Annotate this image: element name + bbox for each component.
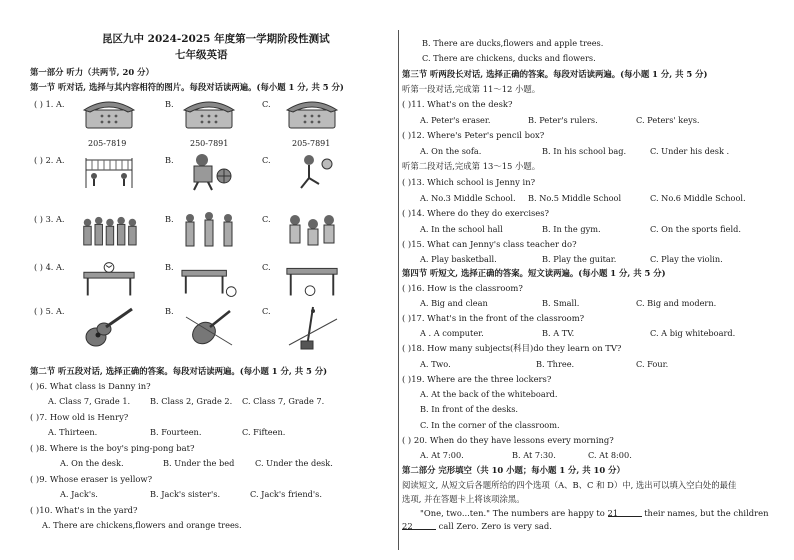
q9-text: ( )9. Whose eraser is yellow?: [30, 474, 153, 484]
telephone-icon: [80, 96, 138, 132]
q18-option-c: C. Four.: [636, 359, 669, 369]
q19-option-c: C. In the corner of the classroom.: [420, 420, 560, 430]
family-photo-icon: [180, 210, 238, 250]
q3-option-c: C.: [262, 214, 271, 224]
telephone-icon: [180, 96, 238, 132]
dialogue1-note: 听第一段对话,完成第 11～12 小题。: [402, 84, 541, 94]
q19-option-a: A. At the back of the whiteboard.: [420, 389, 558, 399]
q9-option-a: A. Jack's.: [60, 489, 98, 499]
q5-option-b: B.: [165, 306, 174, 316]
q7-option-a: A. Thirteen.: [48, 427, 98, 437]
q2-option-b: B.: [165, 155, 174, 165]
q17-option-c: C. A big whiteboard.: [650, 328, 736, 338]
q12-text: ( )12. Where's Peter's pencil box?: [402, 130, 545, 140]
q17-option-b: B. A TV.: [542, 328, 575, 338]
cloze-text-2: call Zero. Zero is very sad.: [438, 521, 552, 531]
volleyball-net-icon: [80, 150, 138, 192]
part1-heading: 第一部分 听力（共两节, 20 分）: [30, 67, 154, 77]
phone-number-c: 205-7891: [292, 139, 331, 148]
basketball-player-icon: [180, 150, 238, 192]
q13-option-a: A. No.3 Middle School.: [420, 193, 516, 203]
q18-option-a: A. Two.: [420, 359, 451, 369]
q14-text: ( )14. Where do they do exercises?: [402, 208, 550, 218]
q12-option-b: B. In his school bag.: [542, 146, 627, 156]
q11-text: ( )11. What's on the desk?: [402, 99, 513, 109]
q12-option-c: C. Under his desk .: [650, 146, 730, 156]
blank-22-number: 22: [402, 521, 413, 531]
children-playing-icon: [283, 210, 341, 250]
q19-option-b: B. In front of the desks.: [420, 404, 518, 414]
cloze-instructions-2: 选项, 并在答题卡上将该项涂黑。: [402, 494, 525, 504]
blank-22[interactable]: [402, 521, 436, 530]
q13-option-c: C. No.6 Middle School.: [650, 193, 746, 203]
q14-option-b: B. In the gym.: [542, 224, 601, 234]
q6-text: ( )6. What class is Danny in?: [30, 381, 151, 391]
desk-ball-beside-icon: [180, 260, 238, 300]
q11-option-b: B. Peter's rulers.: [528, 115, 598, 125]
q20-option-a: A. At 7:00.: [420, 450, 464, 460]
q17-option-a: A . A computer.: [420, 328, 484, 338]
q14-option-c: C. On the sports field.: [650, 224, 741, 234]
soccer-player-icon: [283, 150, 341, 192]
section1-heading: 第一节 听对话, 选择与其内容相符的图片。每段对话读两遍。(每小题 1 分, 共 5 分): [30, 82, 344, 92]
q2-label: ( ) 2. A.: [34, 155, 65, 165]
violin-icon: [180, 305, 238, 349]
q8-option-a: A. On the desk.: [60, 458, 124, 468]
section2-heading: 第二节 听五段对话, 选择正确的答案。每段对话读两遍。(每小题 1 分, 共 5 分): [30, 366, 328, 376]
q7-option-c: C. Fifteen.: [242, 427, 286, 437]
guitar-icon: [80, 305, 138, 349]
q1-option-c: C.: [262, 99, 271, 109]
q2-option-c: C.: [262, 155, 271, 165]
phone-number-b: 250-7891: [190, 139, 229, 148]
section4-heading: 第四节 听短文, 选择正确的答案。短文读两遍。(每小题 1 分, 共 5 分): [402, 268, 666, 278]
q13-option-b: B. No.5 Middle School: [528, 193, 622, 203]
q11-option-a: A. Peter's eraser.: [420, 115, 491, 125]
q6-option-b: B. Class 2, Grade 2.: [150, 396, 233, 406]
desk-ball-on-icon: [80, 260, 138, 300]
q9-option-c: C. Jack's friend's.: [250, 489, 322, 499]
q1-label: ( ) 1. A.: [34, 99, 65, 109]
desk-ball-under-icon: [283, 260, 341, 300]
q18-text: ( )18. How many subjects(科目)do they learn on TV?: [402, 343, 622, 353]
cloze-passage-line2: [402, 521, 552, 532]
q6-option-c: C. Class 7, Grade 7.: [242, 396, 325, 406]
q15-option-c: C. Play the violin.: [650, 254, 723, 264]
q15-option-a: A. Play basketball.: [420, 254, 497, 264]
q8-option-c: C. Under the desk.: [255, 458, 333, 468]
q4-option-c: C.: [262, 262, 271, 272]
telephone-icon: [283, 96, 341, 132]
cloze-text-1b: their names, but the children: [644, 508, 769, 518]
q4-label: ( ) 4. A.: [34, 262, 65, 272]
q16-option-c: C. Big and modern.: [636, 298, 717, 308]
q1-option-b: B.: [165, 99, 174, 109]
q10-text: ( )10. What's in the yard?: [30, 505, 138, 515]
q16-option-b: B. Small.: [542, 298, 580, 308]
column-divider: [398, 30, 399, 550]
q3-label: ( ) 3. A.: [34, 214, 65, 224]
erhu-icon: [283, 305, 341, 353]
cloze-text-1a: "One, two...ten." The numbers are happy to: [420, 508, 605, 518]
cloze-passage-line1: [420, 508, 768, 519]
q20-option-b: B. At 7:30.: [512, 450, 556, 460]
blank-21[interactable]: [608, 508, 642, 517]
exam-subtitle: 七年级英语: [175, 49, 228, 61]
q10-option-c: C. There are chickens, ducks and flowers.: [422, 53, 596, 63]
q13-text: ( )13. Which school is Jenny in?: [402, 177, 536, 187]
q5-option-c: C.: [262, 306, 271, 316]
blank-21-number: 21: [607, 508, 619, 518]
q17-text: ( )17. What's in the front of the classroom?: [402, 313, 585, 323]
q4-option-b: B.: [165, 262, 174, 272]
q10-option-a: A. There are chickens,flowers and orange trees.: [42, 520, 242, 530]
q6-option-a: A. Class 7, Grade 1.: [48, 396, 131, 406]
q7-option-b: B. Fourteen.: [150, 427, 202, 437]
exam-title: 昆区九中 2024-2025 年度第一学期阶段性测试: [102, 33, 330, 45]
q20-text: ( ) 20. When do they have lessons every morning?: [402, 435, 614, 445]
q15-text: ( )15. What can Jenny's class teacher do?: [402, 239, 577, 249]
q10-option-b: B. There are ducks,flowers and apple trees.: [422, 38, 604, 48]
phone-number-a: 205-7819: [88, 139, 127, 148]
q8-option-b: B. Under the bed: [163, 458, 235, 468]
section3-heading: 第三节 听两段长对话, 选择正确的答案。每段对话读两遍。(每小题 1 分, 共 5 分): [402, 69, 708, 79]
q11-option-c: C. Peters' keys.: [636, 115, 700, 125]
q16-option-a: A. Big and clean: [420, 298, 488, 308]
family-photo-icon: [80, 210, 138, 250]
q7-text: ( )7. How old is Henry?: [30, 412, 129, 422]
cloze-instructions-1: 阅读短文, 从短文后各题所给的四个选项（A、B、C 和 D）中, 选出可以填入空白处的最佳: [402, 480, 737, 490]
q16-text: ( )16. How is the classroom?: [402, 283, 523, 293]
q19-text: ( )19. Where are the three lockers?: [402, 374, 552, 384]
q3-option-b: B.: [165, 214, 174, 224]
q14-option-a: A. In the school hall: [420, 224, 503, 234]
q12-option-a: A. On the sofa.: [420, 146, 482, 156]
dialogue2-note: 听第二段对话,完成第 13～15 小题。: [402, 161, 541, 171]
q5-label: ( ) 5. A.: [34, 306, 65, 316]
part2-heading: 第二部分 完形填空（共 10 小题；每小题 1 分, 共 10 分）: [402, 465, 625, 475]
q15-option-b: B. Play the guitar.: [542, 254, 617, 264]
q9-option-b: B. Jack's sister's.: [150, 489, 221, 499]
q8-text: ( )8. Where is the boy's ping-pong bat?: [30, 443, 195, 453]
q20-option-c: C. At 8:00.: [588, 450, 632, 460]
q18-option-b: B. Three.: [536, 359, 575, 369]
